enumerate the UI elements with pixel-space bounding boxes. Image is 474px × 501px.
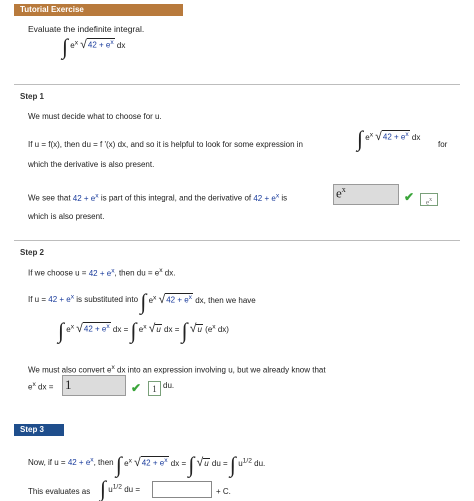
s3-eq-c: u bbox=[238, 459, 243, 468]
sqrt-content bbox=[87, 38, 115, 50]
step1-answer-box[interactable] bbox=[333, 184, 399, 205]
step2-line4-du: du. bbox=[163, 381, 175, 390]
s3-l1-expr-text: 42 + e bbox=[67, 458, 91, 467]
divider bbox=[14, 84, 460, 85]
step1-line2-for: for bbox=[438, 140, 448, 149]
step2-line3: We must also convert $e^x$ dx into an expression involving u, but we already know that bbox=[28, 364, 326, 375]
hint-base: e bbox=[425, 198, 430, 207]
s3-eq-c-sup: 1/2 bbox=[242, 457, 252, 465]
integral-sign: ∫ bbox=[140, 289, 147, 314]
exp-sup: x bbox=[74, 39, 79, 47]
s2-l1a: If we choose u = bbox=[28, 268, 87, 278]
sqrt-text: 42 + e bbox=[87, 41, 111, 50]
integral-sign: ∫ bbox=[188, 452, 195, 477]
line4-prefix: We see that bbox=[28, 193, 71, 203]
s3-l1b: , then bbox=[93, 458, 114, 467]
s3-l1a: Now, if u = bbox=[28, 458, 66, 467]
sqrt-sup: x bbox=[110, 39, 114, 47]
s2-eq-d: dx) bbox=[217, 325, 229, 334]
s3-l2-sup: 1/2 bbox=[112, 483, 122, 491]
exp-base: e bbox=[70, 41, 75, 50]
s3-l2-u: u bbox=[108, 485, 113, 494]
step1-line5: which is also present. bbox=[28, 212, 105, 221]
s3-l2b: du = bbox=[124, 485, 141, 494]
integral-sign: ∫ bbox=[100, 476, 107, 501]
line4-is: is bbox=[281, 193, 288, 203]
correct-check-icon: ✔ bbox=[131, 381, 142, 395]
s2-l3b: dx into an expression involving u, but we already know that bbox=[117, 365, 326, 375]
line4-expr2: $42 + e^x$ bbox=[253, 192, 280, 203]
step3-eval-integral bbox=[100, 478, 140, 500]
step2-line4: $e^x$ dx = bbox=[28, 381, 54, 392]
step3-line2 bbox=[28, 487, 90, 496]
integral-sign: ∫ bbox=[62, 34, 69, 59]
step2-label: Step 2 bbox=[20, 248, 45, 257]
s2-l4a: e bbox=[28, 382, 33, 392]
step1-line4 bbox=[28, 192, 287, 203]
sqrt-symbol: √ bbox=[80, 37, 87, 51]
s2-l1-expr: $42 + e^x$ bbox=[88, 267, 115, 278]
main-integral bbox=[62, 36, 125, 58]
integral-sign: ∫ bbox=[229, 452, 236, 477]
s2-l2b: is substituted into bbox=[76, 295, 139, 304]
instruction-text: Evaluate the indefinite integral. bbox=[28, 24, 145, 34]
step1-label: Step 1 bbox=[20, 92, 45, 101]
integral-sign: ∫ bbox=[357, 126, 364, 151]
integral-sign: ∫ bbox=[130, 318, 137, 343]
answer-base: e bbox=[336, 185, 342, 201]
s3-eq-d: du. bbox=[254, 459, 266, 468]
integral-sign: ∫ bbox=[115, 452, 122, 477]
s3-eq-a: dx = bbox=[170, 459, 187, 468]
dx-text: dx bbox=[116, 41, 126, 50]
plus-c-text: + C. bbox=[216, 487, 231, 496]
step1-line1: We must decide what to choose for u. bbox=[28, 112, 162, 121]
step1-answer-value bbox=[336, 186, 346, 199]
s2-l1-expr-text: 42 + e bbox=[88, 268, 112, 278]
step2-line2: If $u = 42 + e^x$ is substituted into ∫ $e^x$ $√42 + e^x$ dx, then we have bbox=[28, 289, 256, 314]
answer-sup: x bbox=[341, 185, 346, 194]
s2-eq-c: (e bbox=[205, 325, 213, 334]
step1-line3: which the derivative is also present. bbox=[28, 160, 155, 169]
integral-sign: ∫ bbox=[181, 318, 188, 343]
tutorial-title: Tutorial Exercise bbox=[14, 4, 183, 16]
hint-box[interactable]: $e^x$ bbox=[420, 193, 438, 206]
correct-check-icon: ✔ bbox=[404, 190, 415, 204]
step3-answer-input[interactable] bbox=[152, 481, 212, 498]
s2-l4b: dx = bbox=[38, 382, 54, 392]
step2-line1: If we choose $u = 42 + e^x$, then du = $e^x$ dx. bbox=[28, 267, 176, 278]
line4-mid: is part of this integral, and the derivative of bbox=[100, 193, 252, 203]
line4-expr-text: 42 + e bbox=[72, 193, 96, 203]
s3-eq-b: du = bbox=[211, 459, 228, 468]
step3-line1: Now, if $u = 42 + e^x$, then ∫ $e^x$ $√42 + e^x$ dx = ∫ √u du = ∫ $u^{1/2}$ du. bbox=[28, 452, 266, 477]
step3-label: Step 3 bbox=[14, 424, 64, 436]
s2-l3a: We must also convert e bbox=[28, 365, 112, 375]
s2-l1c: dx. bbox=[164, 268, 176, 278]
s2-l2c: dx, then we have bbox=[195, 296, 256, 305]
divider bbox=[14, 240, 460, 241]
s2-eq-b: dx = bbox=[164, 325, 180, 334]
step2-equation: ∫ $e^x$ $√42 + e^x$ dx = ∫ $e^x$ √u dx = ∫ √u ($e^x$ dx) bbox=[58, 318, 229, 343]
hint-box[interactable]: 1 bbox=[148, 381, 161, 396]
step1-line2a: If u = f(x), then du = f '(x) dx, and so it is helpful to look for some expression in bbox=[28, 140, 303, 149]
s2-l2a: If u = bbox=[28, 295, 47, 304]
step2-answer-value: 1 bbox=[65, 377, 72, 392]
s2-eq-a: dx = bbox=[112, 325, 129, 334]
s2-l2-expr-text: 42 + e bbox=[48, 295, 71, 304]
line4-expr: $42 + e^x$ bbox=[72, 192, 99, 203]
s2-l1b: , then du = e bbox=[114, 268, 160, 278]
s2-l2-expr: $42 + e^x$ bbox=[48, 293, 75, 304]
step1-line2 bbox=[28, 140, 303, 149]
s3-l1-expr: $42 + e^x$ bbox=[67, 456, 94, 467]
integral-sign: ∫ bbox=[58, 318, 65, 343]
step2-answer-box[interactable] bbox=[62, 375, 126, 396]
step1-integral: ∫ $e^x$ $√42 + e^x$ dx bbox=[357, 126, 421, 151]
s3-l2a: This evaluates as bbox=[28, 487, 91, 496]
